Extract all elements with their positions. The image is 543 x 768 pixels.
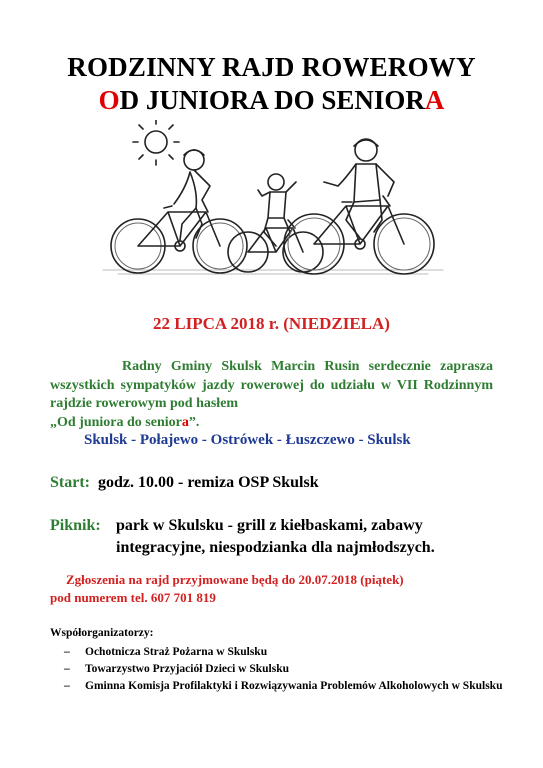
dash-icon: –: [64, 680, 70, 692]
coorganizers-list: [50, 645, 510, 696]
sun-icon: [133, 120, 179, 165]
invitation-slogan-accent: a: [181, 414, 189, 430]
registration-line1: Zgłoszenia na rajd przyjmowane będą do 20.07.2018 (piątek): [66, 572, 404, 587]
start-label: Start:: [50, 474, 90, 491]
family-cycling-illustration: [98, 120, 448, 280]
woman-figure: [174, 150, 210, 240]
bike-right: [284, 196, 434, 274]
invitation-line2: zaprasza wszystkich sympatyków jazdy rowerowej do udziału: [50, 359, 494, 393]
picnic-label: Piknik:: [50, 517, 101, 534]
coorganizer-name: Ochotnicza Straż Pożarna w Skulsku: [85, 646, 268, 658]
event-date: 22 LIPCA 2018 r. (NIEDZIELA): [153, 314, 390, 333]
route-text: Skulsk - Połajewo - Ostrówek - Łuszczewo - Skulsk: [84, 432, 411, 448]
invitation-line1: Radny Gminy Skulsk Marcin Rusin serdecznie: [122, 359, 431, 374]
invitation-line3: w VII Rodzinnym rajdzie rowerowym pod hasłem: [50, 377, 493, 411]
coorganizer-name: Gminna Komisja Profilaktyki i Rozwiązywania Problemów Alkoholowych w Skulsku: [85, 680, 503, 692]
coorganizer-item: [50, 645, 510, 660]
picnic-line1: park w Skulsku - grill z kiełbaskami, zabawy: [116, 517, 423, 534]
bike-left: [111, 200, 247, 273]
coorganizer-name: Towarzystwo Przyjaciół Dzieci w Skulsku: [85, 663, 290, 675]
title-accent-first: O: [98, 85, 120, 115]
poster-title-line2: [0, 85, 543, 116]
title-accent-last: A: [424, 85, 445, 115]
start-value: godz. 10.00 - remiza OSP Skulsk: [97, 474, 319, 491]
invitation-text: [50, 358, 493, 432]
poster-title-line1: RODZINNY RAJD ROWEROWY: [67, 52, 476, 82]
dash-icon: –: [64, 663, 70, 675]
picnic-line2: integracyjne, niespodzianka dla najmłodszych.: [116, 539, 435, 556]
coorganizers-title: Współorganizatorzy:: [50, 627, 154, 639]
start-info: [50, 474, 319, 492]
child-figure: [258, 174, 296, 246]
invitation-slogan-prefix: „Od juniora do senior: [50, 414, 182, 430]
dash-icon: –: [64, 646, 70, 658]
coorganizer-item: [50, 679, 510, 694]
registration-info: [50, 571, 490, 607]
registration-line2: pod numerem tel. 607 701 819: [50, 590, 216, 605]
invitation-slogan-suffix: ”.: [188, 414, 200, 430]
coorganizer-item: [50, 662, 510, 677]
title-middle: D JUNIORA DO SENIOR: [119, 85, 425, 115]
